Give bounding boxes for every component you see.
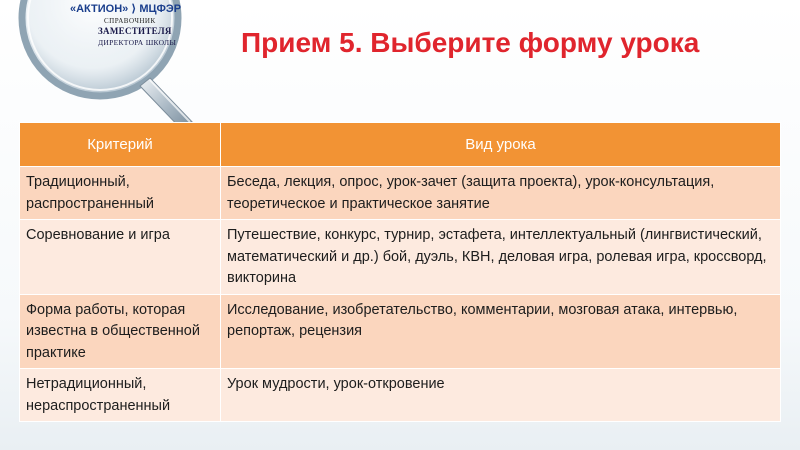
table-row xyxy=(20,369,781,422)
criterion-cell: Традиционный, распространенный xyxy=(20,167,221,220)
logo-subtitle: СПРАВОЧНИК xyxy=(104,17,156,25)
criterion-cell: Нетрадиционный, нераспространенный xyxy=(20,369,221,422)
table-row xyxy=(20,220,781,295)
table-header-row xyxy=(20,123,781,167)
brand-mcfer: МЦФЭР xyxy=(139,3,182,15)
logo-title: ЗАМЕСТИТЕЛЯ xyxy=(98,26,172,36)
table-row xyxy=(20,167,781,220)
slide-title: Прием 5. Выберите форму урока xyxy=(241,27,700,58)
lesson-types-cell: Урок мудрости, урок-откровение xyxy=(221,369,781,422)
logo xyxy=(0,0,210,135)
criterion-cell: Соревнование и игра xyxy=(20,220,221,295)
lesson-form-table xyxy=(19,122,781,422)
lesson-types-cell: Беседа, лекция, опрос, урок-зачет (защита проекта), урок-консультация, теоретическое и практическое занятие xyxy=(221,167,781,220)
criterion-cell: Форма работы, которая известна в общественной практике xyxy=(20,294,221,369)
table-row xyxy=(20,294,781,369)
logo-title-2: ДИРЕКТОРА ШКОЛЫ xyxy=(98,38,177,47)
lesson-types-cell: Исследование, изобретательство, комментарии, мозговая атака, интервью, репортаж, рецензия xyxy=(221,294,781,369)
lesson-types-cell: Путешествие, конкурс, турнир, эстафета, интеллектуальный (лингвистический, математический и др.) бой, дуэль, КВН, деловая игра, ролевая игра, кроссворд, викторина xyxy=(221,220,781,295)
brand-line: «АКТИОН» ⟩ МЦФЭР xyxy=(70,3,182,15)
header-criterion: Критерий xyxy=(20,123,221,167)
header-lesson-type: Вид урока xyxy=(221,123,781,167)
brand-aktion: «АКТИОН» xyxy=(70,3,129,15)
